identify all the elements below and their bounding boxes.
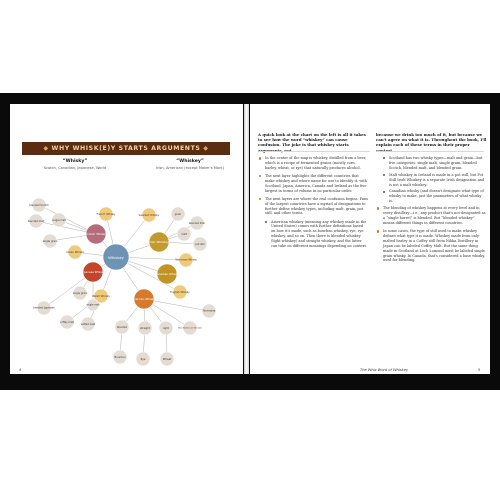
svg-text:blended malt: blended malt (27, 220, 45, 223)
node-single-grain-scotch (43, 234, 58, 248)
bullet-paragraph: In some cases, the type of still used to make whiskey defines what type it is made. Whiskey made from only malted barley in a Coffey still from Nikka Distillery in Japan can be labeled Coffey Malt. But the same thing made in Scotland at Loch Lomond must be labeled single grain whisky. In Canada, that's considered a base whisky, used for blending. (376, 229, 486, 263)
svg-text:Canadian Whisky: Canadian Whisky (154, 272, 180, 276)
bullet-paragraph: The next layer highlights the different countries that make whiskey and where name for use to identify it, with Scotland, Japan, America, Canada and Ireland as the five largest in terms of volume in no particular order. (258, 174, 368, 194)
whiskey-family-diagram (10, 104, 243, 374)
svg-text:Whiskey: Whiskey (108, 255, 124, 260)
svg-text:English Whisky: English Whisky (170, 291, 190, 294)
svg-text:grain: grain (174, 213, 182, 216)
bullet-paragraph: The blending of whiskey happens at every level and in every distillery—i.e., any product that's not designated as a “single barrel” is blended. But “blended whiskey” means different things in different countries. (376, 206, 486, 226)
node-french-whisky (97, 207, 116, 221)
svg-text:Tennessee: Tennessee (202, 309, 216, 313)
left-page-number: 4 (19, 368, 22, 372)
node-blended-irish (189, 216, 206, 230)
svg-text:straight: straight (140, 327, 150, 330)
text-column-left (258, 156, 368, 251)
svg-text:single grain: single grain (72, 292, 88, 295)
node-single-malt-scotch (52, 213, 66, 227)
left-page (10, 104, 243, 374)
svg-text:Scotch Whisky: Scotch Whisky (85, 232, 107, 236)
node-light (159, 321, 173, 335)
node-grain-irish (171, 207, 185, 221)
svg-text:pot still: pot still (195, 243, 205, 246)
right-page (250, 104, 490, 374)
node-english-whisky (170, 285, 190, 299)
book-gutter (244, 104, 249, 374)
section-banner: ◆ WHY WHISK(E)Y STARTS ARGUMENTS ◆ (22, 142, 230, 155)
svg-text:single malt: single malt (86, 303, 100, 307)
node-wheat (160, 352, 174, 366)
bullet-paragraph: The next layers are where the real confusion begins. Fans of the largest countries have a myriad of designations to further define whiskey types, including malt, grain, pot still, and other terms. (258, 197, 368, 217)
node-single-malt-japanese (86, 299, 99, 311)
intro-text-left: A quick look at the chart on the left is all it takes to see how the word “whiskey” can cause confusion. The joke is that whiskey starts arguments, not (258, 132, 366, 153)
whisky-label: “Whisky” (62, 159, 88, 164)
svg-text:Swedish Whisky: Swedish Whisky (138, 214, 160, 217)
right-page-number: 5 (478, 368, 481, 372)
divider-left (258, 151, 370, 152)
node-canadian-whisky (155, 264, 179, 284)
svg-text:Rye: Rye (140, 358, 146, 361)
svg-text:coffey malt: coffey malt (59, 321, 75, 324)
svg-text:American Whiskey: American Whiskey (131, 297, 157, 301)
svg-text:blended Irish: blended Irish (188, 222, 206, 225)
node-pot-still (193, 237, 207, 251)
node-scotch-whisky (85, 224, 107, 244)
svg-text:light: light (163, 327, 169, 330)
svg-text:vatted malt: vatted malt (80, 323, 96, 326)
svg-text:Welsh Whisky: Welsh Whisky (92, 295, 110, 298)
bullet-paragraph: In the center of the map is whiskey, distilled from a beer, which is a recipe of fermented grains (mostly corn, barley, wheat, or rye) that naturally produces alcohol. (258, 156, 368, 171)
node-taiwanese-whisky (175, 253, 197, 267)
svg-text:single grain: single grain (42, 240, 58, 243)
svg-text:blended Japanese: blended Japanese (33, 306, 55, 310)
sub-bullet-paragraph: Scotland has two whisky types—malt and grain—but five categories: single malt, single grain, blended Scotch, blended malt, and blended grain. (376, 156, 486, 171)
node-whiskey-center (103, 244, 129, 270)
svg-text:blended: blended (116, 326, 128, 329)
node-blended-american (115, 320, 129, 334)
node-bourbon (113, 350, 127, 364)
sub-bullet-paragraph: Malt whiskey in Ireland is made in a pot still, but Pot Still Irish Whiskey is a separate Irish designation and is not a malt whiskey. (376, 173, 486, 188)
intro-text-right: because we drink too much of it, but because we can't agree on what it is. Throughout the book, I'll explain each of these terms in their proper context. (376, 132, 487, 153)
node-rye (136, 352, 150, 366)
node-irish-whiskey (149, 232, 169, 252)
svg-text:Taiwanese Whisky: Taiwanese Whisky (175, 258, 197, 262)
node-tennessee (202, 304, 216, 318)
svg-text:blended Scotch: blended Scotch (29, 204, 49, 207)
node-blended-japanese (33, 301, 55, 315)
sub-bullet-paragraph: Canadian whisky (and doesn't designate what type of whisky to make, just the parameters of what whisky is. (376, 189, 486, 204)
node-malt-irish (177, 227, 191, 241)
svg-text:malt: malt (181, 233, 187, 236)
node-single-grain-japanese (73, 286, 88, 300)
node-indian-whisky (66, 245, 85, 259)
svg-text:Indian Whisky: Indian Whisky (65, 251, 85, 254)
node-american-whiskey (131, 289, 157, 309)
node-japanese-whisky (80, 262, 105, 282)
running-head: The Whiz Word of Whiskey (360, 368, 409, 372)
sub-bullet-paragraph: American whiskey (meaning any whiskey made in the United States) comes with further definitions based on how it's made, such as bourbon whiskey, rye, rye whiskey, and so on. Then there is blended whiskey (light whiskey) and straight whiskey, and the latter can take on different meanings depending on context. (258, 220, 368, 249)
whiskey-sublabel: Irish, American (except Maker's Mark) (155, 166, 225, 170)
node-straight (138, 321, 152, 335)
whiskey-label: “Whiskey” (176, 159, 204, 164)
node-blended-malt (28, 214, 45, 228)
node-most-bottles-blended (178, 321, 203, 335)
svg-text:French Whisky: French Whisky (96, 213, 116, 216)
node-vatted-malt (81, 317, 96, 331)
text-column-right (376, 136, 486, 267)
svg-text:single malt: single malt (52, 219, 66, 222)
svg-text:Most Bottles are Blended: Most Bottles are Blended (178, 327, 202, 330)
node-swedish-whisky (139, 208, 160, 222)
whisky-sublabel: Scotch, Canadian, Japanese, World (43, 166, 107, 170)
svg-text:Irish Whiskey: Irish Whiskey (149, 240, 169, 244)
banner-title: WHY WHISK(E)Y STARTS ARGUMENTS (51, 145, 201, 152)
svg-text:Japanese Whisky: Japanese Whisky (81, 270, 105, 274)
node-coffey-malt (60, 315, 74, 329)
node-blended-scotch (29, 198, 49, 212)
svg-text:Bourbon: Bourbon (114, 356, 126, 359)
svg-text:Wheat: Wheat (162, 358, 172, 361)
